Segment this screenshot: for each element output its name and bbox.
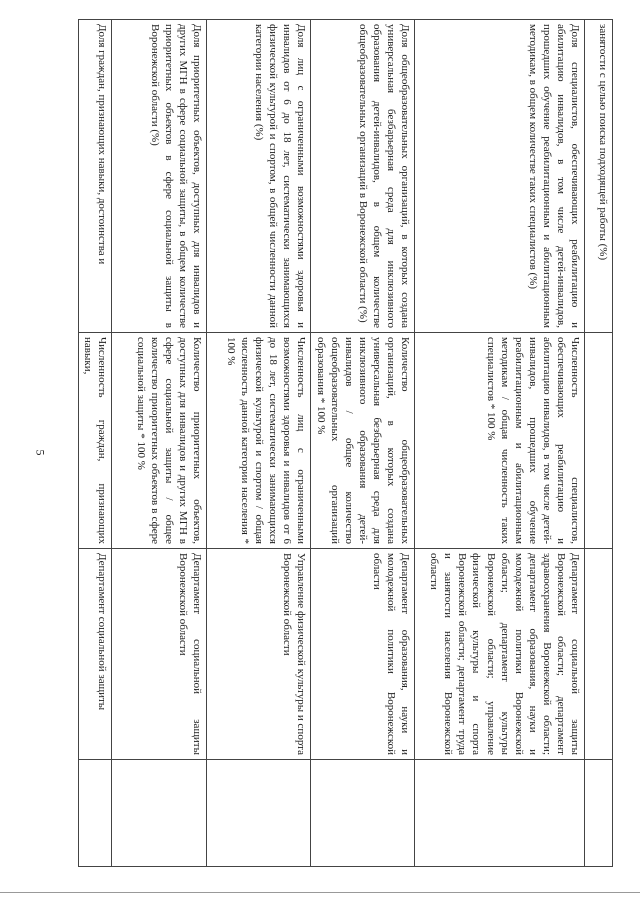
responsible-cell: Управление физической культуры и спорта Воронежской области: [207, 549, 311, 760]
empty-cell: [585, 760, 613, 867]
indicator-cell: Доля общеобразовательных организаций, в которых создана универсальная безбарьерная среда для инклюзивного образования детей-инвалидов, в общем количестве общеобразовательных организаций в Воронежской области (%): [311, 20, 415, 333]
rotated-page-content: [81, 19, 613, 866]
page-number: 5: [33, 449, 48, 456]
table-row: [311, 20, 415, 867]
responsible-cell: Департамент социальной защиты: [78, 549, 111, 760]
indicator-cell: Доля специалистов, обеспечивающих реабилитацию и абилитацию инвалидов, в том числе детей-инвалидов, прошедших обучение реабилитационным и абилитационным методикам, в общем количестве таких специалистов (%): [415, 20, 585, 333]
indicator-cell: Доля приоритетных объектов, доступных для инвалидов и других МГН в сфере социальной защиты, в общем количестве приоритетных объектов в сфере социальной защиты в Воронежской области (%): [112, 20, 207, 333]
empty-cell: [311, 760, 415, 867]
formula-cell: Количество общеобразовательных организаций, в которых создана универсальная безбарьерная среда для инклюзивного образования детей-инвалидов / общее количество общеобразовательных организаций образования * 100 %: [311, 333, 415, 549]
indicator-cell: Доля граждан, признающих навыки, достоинства и: [78, 20, 111, 333]
scan-edge-line: [0, 892, 640, 893]
formula-cell: Численность специалистов, обеспечивающих реабилитацию и абилитацию инвалидов, в том числе детей-инвалидов, прошедших обучение реабилитационным и абилитационным методикам / общая численность таких специалистов * 100 %: [415, 333, 585, 549]
responsible-cell: Департамент образования, науки и молодежной политики Воронежской области: [311, 549, 415, 760]
formula-cell: Численность граждан, признающих навыки,: [78, 333, 111, 549]
empty-cell: [112, 760, 207, 867]
responsible-cell: Департамент социальной защиты Воронежской области: [112, 549, 207, 760]
table-row: [415, 20, 585, 867]
responsible-cell: Департамент социальной защиты Воронежской области; департамент здравоохранения Воронежской области; департамент образования, науки и молодежной политики Воронежской области; департамент культуры Воронежской области; управление физической культуры и спорта Воронежской области; департамент труда и занятости населения Воронежской области: [415, 549, 585, 760]
empty-cell: [415, 760, 585, 867]
empty-cell: [207, 760, 311, 867]
table-row: [78, 20, 111, 867]
responsible-cell: [585, 549, 613, 760]
indicator-cell: Доля лиц с ограниченными возможностями здоровья и инвалидов от 6 до 18 лет, систематически занимающихся физической культурой и спортом, в общей численности данной категории населения (%): [207, 20, 311, 333]
indicator-cell: занятости с целью поиска подходящей работы (%): [585, 20, 613, 333]
formula-cell: [585, 333, 613, 549]
table-row: [207, 20, 311, 867]
empty-cell: [78, 760, 111, 867]
table-row: [112, 20, 207, 867]
table-row: [585, 20, 613, 867]
formula-cell: Количество приоритетных объектов, доступных для инвалидов и других МГН в сфере социальной защиты / общее количество приоритетных объектов в сфере социальной защиты * 100 %: [112, 333, 207, 549]
indicators-table: [78, 19, 613, 867]
formula-cell: Численность лиц с ограниченными возможностями здоровья и инвалидов от 6 до 18 лет, систематически занимающихся физической культурой и спортом / общая численность данной категории населения * 100 %: [207, 333, 311, 549]
